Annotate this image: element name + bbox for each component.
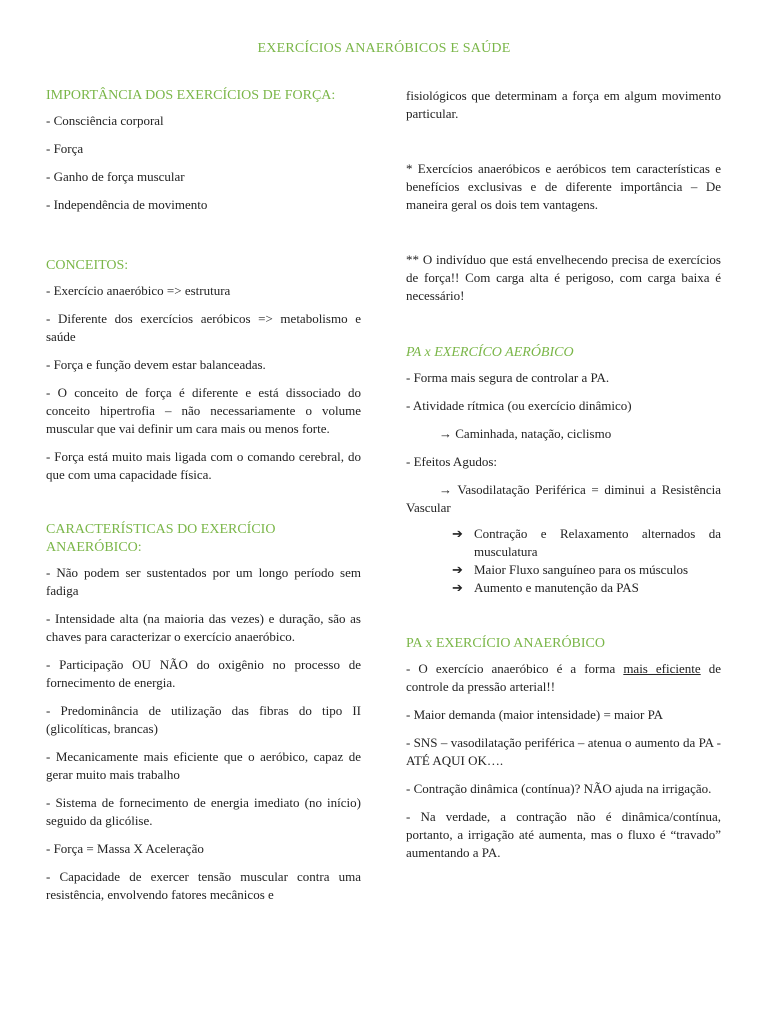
list-item: - SNS – vasodilatação periférica – atenua o aumento da PA - ATÉ AQUI OK…. — [406, 735, 721, 768]
list-item: - Força = Massa X Aceleração — [46, 841, 204, 856]
continued-text: fisiológicos que determinam a força em algum movimento particular. — [406, 88, 721, 121]
section-title-pa-anaerobico: PA x EXERCÍCIO ANAERÓBICO — [406, 636, 606, 651]
list-item: - Maior demanda (maior intensidade) = maior PA — [406, 707, 664, 722]
bullet-text: Contração e Relaxamento alternados da musculatura — [474, 526, 721, 559]
list-item: - Atividade rítmica (ou exercício dinâmico) — [406, 398, 632, 413]
list-item: - Exercício anaeróbico => estrutura — [46, 283, 231, 298]
list-item: - Efeitos Agudos: — [406, 454, 497, 469]
text-fragment: de controle da pressão arterial!! — [406, 661, 721, 694]
arrow-bullet-icon: ➔ — [452, 526, 463, 541]
section-title-importancia: IMPORTÂNCIA DOS EXERCÍCIOS DE FORÇA: — [46, 88, 336, 103]
note-paragraph: * Exercícios anaeróbicos e aeróbicos tem características e benefícios exclusivas e de diferente importância – De maneira geral os dois tem vantagens. — [406, 161, 721, 212]
list-item: - Na verdade, a contração não é dinâmica/contínua, portanto, a irrigação até aumenta, mas o fluxo é “travado” aumentando a PA. — [406, 809, 721, 860]
underlined-text: mais eficiente — [623, 661, 701, 676]
list-item: - Força está muito mais ligada com o comando cerebral, do que com uma capacidade física. — [46, 449, 361, 482]
bullet-text: Aumento e manutenção da PAS — [474, 580, 639, 595]
list-item — [406, 481, 721, 517]
list-item: - Forma mais segura de controlar a PA. — [406, 370, 610, 385]
list-item: - Independência de movimento — [46, 197, 208, 212]
left-column — [46, 87, 361, 914]
section-title-pa-aerobico: PA x EXERCÍCO AERÓBICO — [406, 345, 574, 360]
list-item: - Mecanicamente mais eficiente que o aeróbico, capaz de gerar muito mais trabalho — [46, 749, 361, 782]
list-item: - O conceito de força é diferente e está dissociado do conceito hipertrofia – não necessariamente o volume muscular que vai definir um cara mais ou menos forte. — [46, 385, 361, 436]
bullet-item — [406, 561, 721, 579]
text-fragment: - O exercício anaeróbico é a forma — [406, 661, 624, 676]
arrow-bullet-icon: ➔ — [452, 562, 463, 577]
note-paragraph: ** O indivíduo que está envelhecendo precisa de exercícios de força!! Com carga alta é perigoso, com carga baixa é necessário! — [406, 252, 721, 303]
arrow-icon: → — [439, 482, 452, 497]
list-item: - Força e função devem estar balanceadas. — [46, 357, 266, 372]
list-item: - Sistema de fornecimento de energia imediato (no início) seguido da glicólise. — [46, 795, 361, 828]
list-item: - Não podem ser sustentados por um longo período sem fadiga — [46, 565, 361, 598]
list-item — [406, 425, 721, 443]
list-item: - Ganho de força muscular — [46, 169, 185, 184]
right-column — [406, 87, 721, 872]
list-item: - Diferente dos exercícios aeróbicos => metabolismo e saúde — [46, 311, 361, 344]
list-item: - Capacidade de exercer tensão muscular contra uma resistência, envolvendo fatores mecânicos e — [46, 869, 361, 902]
bullet-item — [406, 525, 721, 561]
bullet-item — [406, 579, 721, 597]
list-item: - Predominância de utilização das fibras do tipo II (glicolíticas, brancas) — [46, 703, 361, 736]
page-title: EXERCÍCIOS ANAERÓBICOS E SAÚDE — [257, 41, 511, 56]
list-item: - Consciência corporal — [46, 113, 164, 128]
list-item-text: Caminhada, natação, ciclismo — [455, 426, 612, 441]
list-item: - Participação OU NÃO do oxigênio no processo de fornecimento de energia. — [46, 657, 361, 690]
list-item: - Intensidade alta (na maioria das vezes) e duração, são as chaves para caracterizar o exercício anaeróbico. — [46, 611, 361, 644]
list-item-text: Vasodilatação Periférica = diminui a Resistência Vascular — [406, 482, 722, 515]
arrow-bullet-icon: ➔ — [452, 580, 463, 595]
bullet-text: Maior Fluxo sanguíneo para os músculos — [474, 562, 689, 577]
list-item: - Força — [46, 141, 84, 156]
arrow-icon: → — [439, 426, 452, 441]
section-title-conceitos: CONCEITOS: — [46, 258, 129, 273]
list-item — [406, 660, 721, 696]
section-title-caracteristicas: CARACTERÍSTICAS DO EXERCÍCIO ANAERÓBICO: — [46, 522, 276, 555]
list-item: - Contração dinâmica (contínua)? NÃO ajuda na irrigação. — [406, 781, 712, 796]
